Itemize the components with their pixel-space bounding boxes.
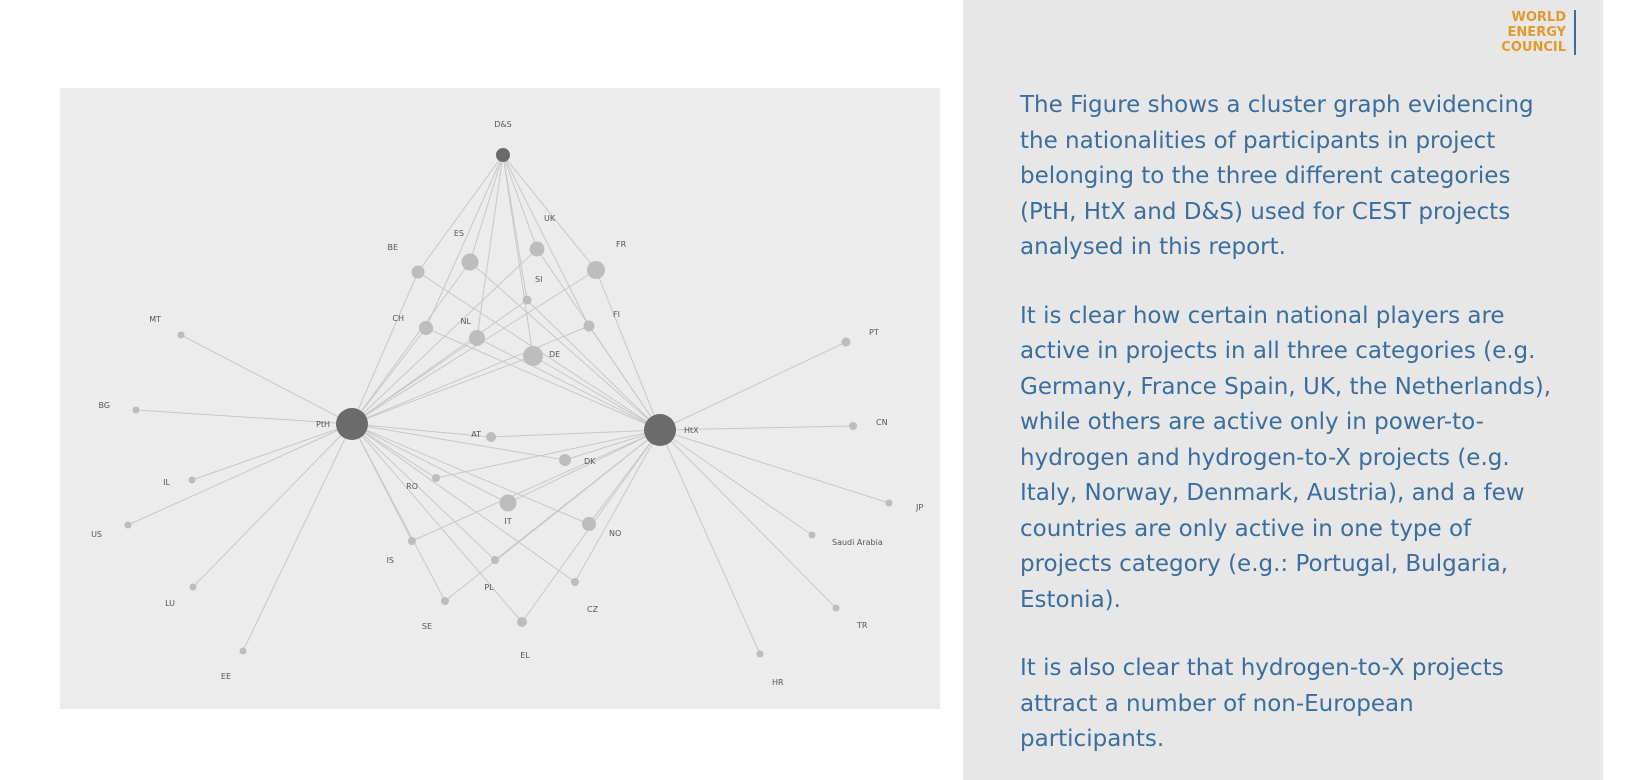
edge-de-htx xyxy=(533,356,660,430)
node-pth xyxy=(336,408,368,440)
node-label-el: EL xyxy=(520,651,530,660)
node-dk xyxy=(559,454,571,466)
node-label-uk: UK xyxy=(544,214,556,223)
node-lu xyxy=(190,584,197,591)
node-label-se: SE xyxy=(421,622,433,631)
edge-tr-htx xyxy=(660,430,836,608)
node-us xyxy=(125,522,132,529)
node-label-htx: HtX xyxy=(684,426,699,435)
description-paragraph-3: It is also clear that hydrogen-to-X projects attract a number of non-European participants. xyxy=(1020,655,1504,752)
edge-at-htx xyxy=(491,430,660,437)
node-tr xyxy=(833,605,840,612)
node-label-dk: DK xyxy=(584,457,596,466)
description-paragraph-1: The Figure shows a cluster graph evidencing the nationalities of participants in project belonging to the three different categories (PtH, HtX and D&S) used for CEST projects analysed in this report. xyxy=(1020,92,1534,260)
edge-lu-pth xyxy=(193,424,352,587)
edge-es-htx xyxy=(470,262,660,430)
node-pt xyxy=(842,338,851,347)
node-label-il: IL xyxy=(163,478,170,487)
node-label-hr: HR xyxy=(772,678,784,687)
cluster-graph-panel xyxy=(60,88,940,709)
graph-nodes xyxy=(125,148,893,658)
node-nl xyxy=(469,330,485,346)
node-uk xyxy=(530,242,545,257)
node-is xyxy=(408,537,416,545)
node-label-si: SI xyxy=(535,275,543,284)
logo-line-3: COUNCIL xyxy=(1501,40,1566,55)
edge-be-d-s xyxy=(418,155,503,272)
edge-es-d-s xyxy=(470,155,503,262)
edge-mt-pth xyxy=(181,335,352,424)
node-ro xyxy=(432,474,440,482)
node-label-us: US xyxy=(91,530,102,539)
description-panel xyxy=(963,0,1603,780)
edge-ro-htx xyxy=(436,430,660,478)
node-label-d-s: D&S xyxy=(494,120,512,129)
logo-line-1: WORLD xyxy=(1511,10,1566,25)
edge-si-htx xyxy=(527,300,660,430)
node-bg xyxy=(133,407,140,414)
cluster-graph xyxy=(60,88,940,709)
edge-it-pth xyxy=(352,424,508,503)
edge-ee-pth xyxy=(243,424,352,651)
node-label-bg: BG xyxy=(98,401,110,410)
graph-edges xyxy=(128,155,889,654)
node-label-cn: CN xyxy=(876,418,888,427)
node-no xyxy=(582,517,596,531)
logo-line-2: ENERGY xyxy=(1507,25,1566,40)
node-label-pt: PT xyxy=(869,328,879,337)
node-label-es: ES xyxy=(453,229,464,238)
edge-saudi-arabia-htx xyxy=(660,430,812,535)
node-it xyxy=(500,495,517,512)
edge-nl-htx xyxy=(477,338,660,430)
edge-us-pth xyxy=(128,424,352,525)
edge-se-pth xyxy=(352,424,445,601)
node-il xyxy=(189,477,196,484)
node-mt xyxy=(178,332,185,339)
node-se xyxy=(441,597,449,605)
edge-is-htx xyxy=(412,430,660,541)
node-label-pth: PtH xyxy=(316,420,330,429)
node-hr xyxy=(757,651,764,658)
node-label-be: BE xyxy=(387,243,398,252)
edge-fr-pth xyxy=(352,270,596,424)
node-label-no: NO xyxy=(609,529,622,538)
node-be xyxy=(412,266,425,279)
node-label-fi: FI xyxy=(613,310,620,319)
node-fr xyxy=(587,261,605,279)
description-text xyxy=(1020,88,1560,780)
node-cz xyxy=(571,578,579,586)
node-cn xyxy=(849,422,857,430)
node-label-lu: LU xyxy=(165,599,175,608)
node-ee xyxy=(240,648,247,655)
node-label-ee: EE xyxy=(220,672,231,681)
node-label-at: AT xyxy=(471,430,481,439)
node-fi xyxy=(584,321,595,332)
edge-jp-htx xyxy=(660,430,889,503)
edge-pt-htx xyxy=(660,342,846,430)
node-at xyxy=(486,432,496,442)
node-pl xyxy=(491,556,499,564)
graph-labels xyxy=(91,120,923,687)
node-de xyxy=(523,346,543,366)
node-el xyxy=(517,617,527,627)
node-label-cz: CZ xyxy=(587,605,599,614)
world-energy-council-logo xyxy=(1501,10,1576,55)
node-label-tr: TR xyxy=(857,621,868,630)
edge-fr-d-s xyxy=(503,155,596,270)
node-saudi-arabia xyxy=(809,532,816,539)
edge-uk-d-s xyxy=(503,155,537,249)
node-label-saudi-arabia: Saudi Arabia xyxy=(832,538,883,547)
edge-el-pth xyxy=(352,424,522,622)
edge-nl-d-s xyxy=(477,155,503,338)
node-htx xyxy=(644,414,676,446)
edge-cz-pth xyxy=(352,424,575,582)
description-paragraph-2: It is clear how certain national players are active in projects in all three categories (e.g. Germany, France Spain, UK, the Netherlands), while others are active only in power-to-hydrogen and hydrogen-to-X projects (e.g. Italy, Norway, Denmark, Austria), and a few countries are only active in one type of projects category (e.g.: Portugal, Bulgaria, Estonia). xyxy=(1020,302,1552,613)
node-label-mt: MT xyxy=(149,315,161,324)
node-ch xyxy=(419,321,433,335)
edge-hr-htx xyxy=(660,430,760,654)
edge-no-pth xyxy=(352,424,589,524)
node-jp xyxy=(886,500,893,507)
node-label-ro: RO xyxy=(406,482,418,491)
node-label-fr: FR xyxy=(616,240,627,249)
edge-it-htx xyxy=(508,430,660,503)
node-label-de: DE xyxy=(549,350,561,359)
node-label-nl: NL xyxy=(460,317,471,326)
node-label-jp: JP xyxy=(916,503,924,512)
node-label-is: IS xyxy=(386,556,394,565)
node-d-s xyxy=(496,148,510,162)
edge-il-pth xyxy=(192,424,352,480)
node-label-pl: PL xyxy=(484,583,494,592)
node-label-ch: CH xyxy=(392,314,404,323)
node-label-it: IT xyxy=(504,517,512,526)
edge-de-pth xyxy=(352,356,533,424)
node-si xyxy=(523,296,532,305)
edge-se-htx xyxy=(445,430,660,601)
node-es xyxy=(462,254,479,271)
